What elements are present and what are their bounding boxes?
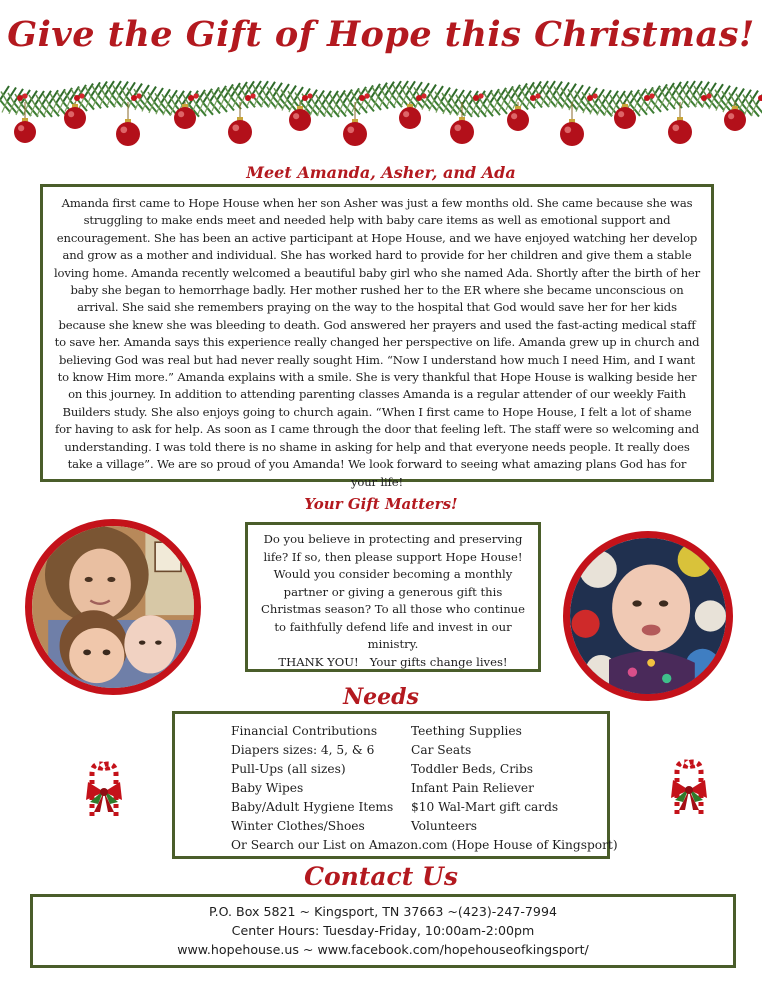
needs-box: [172, 711, 618, 859]
contact-heading: Contact Us: [304, 862, 458, 891]
amazon-list-note: Or Search our List on Amazon.com (Hope House of Kingsport): [231, 838, 618, 852]
story-box: [40, 184, 714, 489]
gift-heading: Your Gift Matters!: [304, 495, 458, 513]
candy-cane-bow-icon: [663, 758, 715, 816]
baby-photo: [563, 531, 733, 701]
christmas-garland-decoration: [0, 70, 762, 156]
need-item: Volunteers: [411, 819, 478, 833]
gift-thanks: THANK YOU! Your gifts change lives!: [278, 654, 508, 669]
gift-text: Do you believe in protecting and preserving life? If so, then please support Hope House! Would you consider becoming a monthly partner or giving a generous gift this Christmas season? To all those who continue to faithfully defend life and invest in our ministry.: [260, 532, 526, 651]
need-item: Diapers sizes: 4, 5, & 6: [231, 743, 375, 757]
need-item: Car Seats: [411, 743, 472, 757]
contact-web: www.hopehouse.us ~ www.facebook.com/hopehouseofkingsport/: [177, 942, 589, 957]
need-item: Winter Clothes/Shoes: [231, 819, 365, 833]
need-item: Pull-Ups (all sizes): [231, 762, 346, 776]
need-item: Toddler Beds, Cribs: [411, 762, 534, 776]
need-item: Infant Pain Reliever: [411, 781, 534, 795]
need-item: Teething Supplies: [411, 724, 522, 738]
need-item: $10 Wal-Mart gift cards: [411, 800, 559, 814]
candy-cane-bow-icon: [78, 760, 130, 818]
contact-box: [30, 894, 736, 968]
gift-box: [245, 522, 541, 672]
story-text: Amanda first came to Hope House when her son Asher was just a few months old. She came because she was struggling to make ends meet and needed help with baby care items as well as emotional support and encouragement. She has been an active participant at Hope House, and we have enjoyed watching her develop and grow as a mother and individual. She has worked hard to provide for her children and give them a stable loving home. Amanda recently welcomed a beautiful baby girl who she named Ada. Shortly after the birth of her baby she began to hemorrhage badly. Her mother rushed her to the ER where she became unconscious on arrival. She said she remembers praying on the way to the hospital that God would save her for her kids because she knew she was bleeding to death. God answered her prayers and used the fast-acting medical staff to save her. Amanda says this experience really changed her perspective on life. Amanda grew up in church and believing God was real but had never really sought Him. “Now I understand how much I need Him, and I want to know Him more.” Amanda explains with a smile. She is very thankful that Hope House is walking beside her on this journey. In addition to attending parenting classes Amanda is a regular attender of our weekly Faith Builders study. She also enjoys going to church again. “When I first came to Hope House, I felt a lot of shame for having to ask for help. As soon as I came through the door that feeling left. The staff were so welcoming and understanding. I was told there is no shame in asking for help and that everyone needs people. It really does take a village”. We are so proud of you Amanda! We look forward to seeing what amazing plans God has for your life!: [53, 196, 701, 489]
story-heading: Meet Amanda, Asher, and Ada: [246, 163, 516, 182]
contact-address: P.O. Box 5821 ~ Kingsport, TN 37663 ~(423)-247-7994: [209, 904, 557, 919]
need-item: Financial Contributions: [231, 724, 378, 738]
need-item: Baby Wipes: [231, 781, 304, 795]
needs-column-2: [411, 722, 558, 836]
needs-column-1: [231, 722, 393, 836]
contact-hours: Center Hours: Tuesday-Friday, 10:00am-2:00pm: [231, 923, 535, 938]
family-photo: [25, 519, 201, 695]
needs-heading: Needs: [343, 684, 419, 710]
need-item: Baby/Adult Hygiene Items: [231, 800, 394, 814]
page-title: Give the Gift of Hope this Christmas!: [7, 14, 755, 55]
